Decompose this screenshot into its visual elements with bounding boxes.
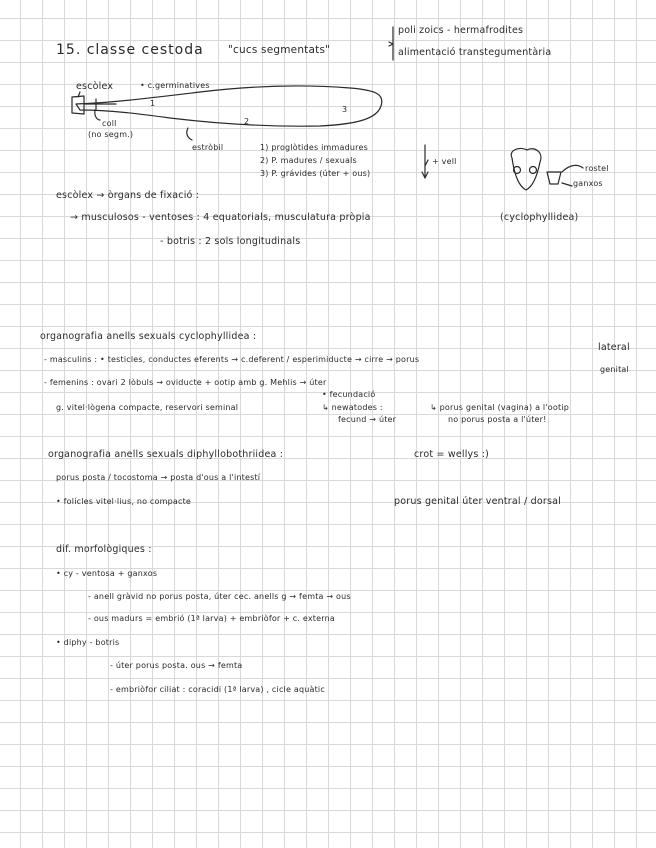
label-escolex: escòlex: [76, 81, 114, 92]
masculins-line: - masculins : • testicles, conductes eferents → c.deferent / esperimiducte → cirre → porus: [44, 355, 420, 364]
folicles-line: • folícles vitel·lius, no compacte: [56, 497, 192, 506]
vitel-line: g. vitel·lògena compacte, reservori seminal: [56, 403, 239, 412]
cy-detail-1: - anell gràvid no porus posta, úter cec. anells g → femta → ous: [88, 592, 351, 601]
label-proglotides-2: 2) P. madures / sexuals: [260, 156, 357, 165]
porus-note-1: ↳ porus genital (vagina) a l'ootip: [430, 403, 569, 412]
label-genital: genital: [600, 365, 629, 374]
receptacle-line-1: ↳ newatodes :: [322, 403, 383, 412]
label-proglotides-3: 3) P. grávides (úter + ous): [260, 169, 371, 178]
cy-line: • cy - ventosa + ganxos: [56, 569, 158, 578]
label-segment-3: 3: [342, 105, 348, 114]
diphy-detail-2: - embriòfor ciliat : coracidi (1ª larva) , cicle aquàtic: [110, 685, 325, 694]
morfologiques-heading: dif. morfològiques :: [56, 544, 152, 555]
fecundacio-note: • fecundació: [322, 390, 376, 399]
porus-note-2: no porus posta a l'úter!: [448, 415, 547, 424]
coll-pointer: [95, 110, 100, 120]
cyclophyllidea-tag: (cyclophyllidea): [500, 212, 579, 223]
hooks-sketch: [547, 172, 561, 184]
femenins-line: - femenins : ovari 2 lòbuls → oviducte + ootip amb g. Mehlis → úter: [44, 378, 327, 387]
label-c-germinatives: • c.germinatives: [140, 81, 210, 90]
estrobil-pointer: [187, 128, 192, 140]
page-title: 15. classe cestoda: [56, 42, 204, 58]
rostel-arrow: [562, 165, 583, 172]
note-hermafrodites: poli zoics - hermafrodites: [398, 25, 524, 36]
porus-posta-line: porus posta / tocostoma → posta d'ous a l'intestí: [56, 473, 261, 482]
crot-note: crot = wellys :): [414, 449, 490, 460]
label-vell: + vell: [432, 157, 457, 166]
label-no-segm: (no segm.): [88, 130, 134, 139]
escolex-organs: escòlex → òrgans de fixació :: [56, 190, 200, 201]
botris-line: - botris : 2 sols longitudinals: [160, 236, 301, 247]
diphy-line: • diphy - botris: [56, 638, 120, 647]
note-alimentacio: alimentació transtegumentària: [398, 47, 552, 58]
cy-detail-2: - ous madurs = embrió (1ª larva) + embriòfor + c. externa: [88, 614, 335, 623]
label-rostel: rostel: [585, 164, 609, 173]
label-estrobil: estròbil: [192, 143, 224, 152]
header-brace: [389, 27, 393, 60]
label-ganxos: ganxos: [573, 179, 603, 188]
diphy-detail-1: - úter porus posta. ous → femta: [110, 661, 243, 670]
diphyllobothriidea-heading: organografia anells sexuals diphyllobothriidea :: [48, 449, 284, 460]
tapeworm-body: [76, 86, 382, 126]
label-segment-1: 1: [150, 99, 156, 108]
label-lateral: lateral: [598, 342, 630, 353]
label-proglotides-1: 1) proglòtides immadures: [260, 143, 368, 152]
scolex-shape: [72, 96, 84, 114]
receptacle-line-2: fecund → úter: [338, 415, 397, 424]
label-segment-2: 2: [244, 117, 250, 126]
label-coll: coll: [102, 119, 117, 128]
musculosos-line: → musculosos - ventoses : 4 equatorials, musculatura pròpia: [70, 212, 371, 223]
page-subtitle: "cucs segmentats": [228, 44, 331, 56]
ganxos-arrow: [562, 183, 572, 186]
cyclophyllidea-heading: organografia anells sexuals cyclophyllidea :: [40, 331, 257, 342]
porus-genital-line: porus genital úter ventral / dorsal: [394, 496, 561, 507]
